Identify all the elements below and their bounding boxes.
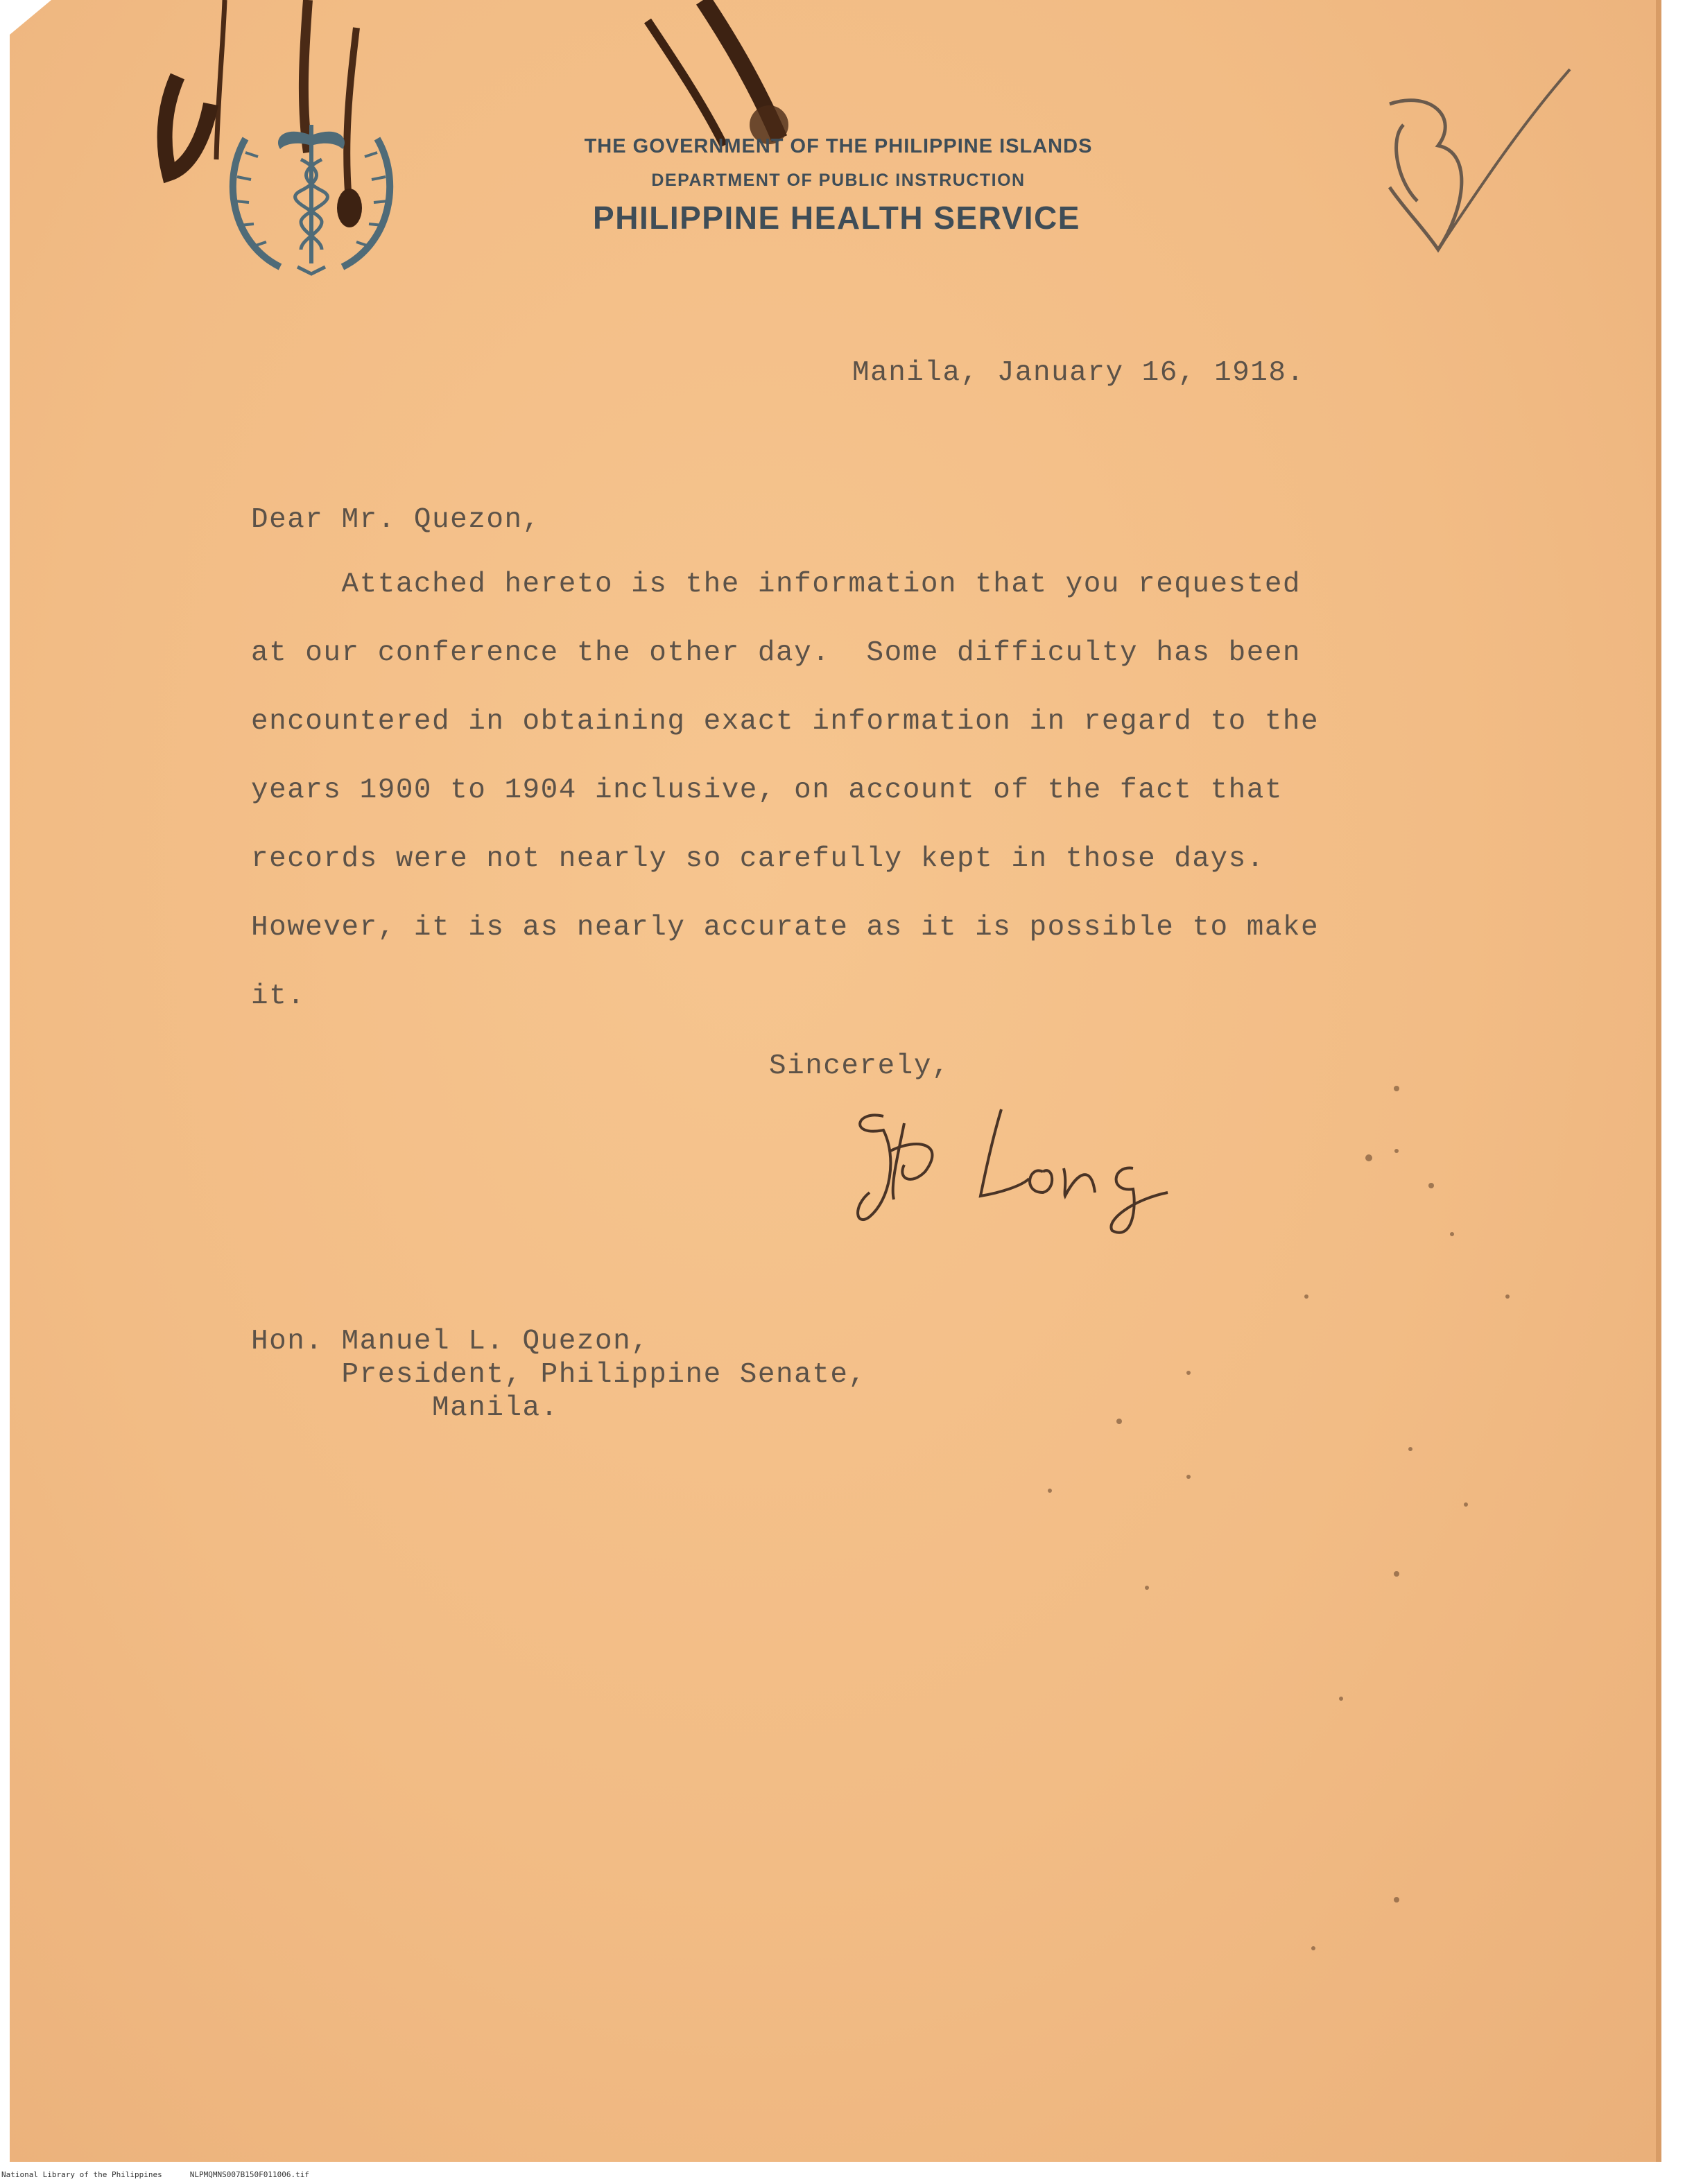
body-line: Attached hereto is the information that you requested <box>251 569 1302 600</box>
body-line: However, it is as nearly accurate as it is possible to make <box>251 912 1320 944</box>
salutation: Dear Mr. Quezon, <box>251 504 541 536</box>
footer-file: NLPMQMNS007B150F011006.tif <box>189 2170 309 2179</box>
address-line: President, Philippine Senate, <box>251 1359 867 1391</box>
letterhead-department: DEPARTMENT OF PUBLIC INSTRUCTION <box>651 171 1026 190</box>
address-line: Hon. Manuel L. Quezon, <box>251 1326 650 1358</box>
body-line: it. <box>251 980 306 1012</box>
scan-footer <box>1 2170 337 2179</box>
torn-corner <box>10 0 51 42</box>
footer-library: National Library of the Philippines <box>1 2170 162 2179</box>
letterhead-government: THE GOVERNMENT OF THE PHILIPPINE ISLANDS <box>584 135 1093 157</box>
letterhead <box>426 135 1258 236</box>
body-line: at our conference the other day. Some difficulty has been <box>251 637 1302 669</box>
paper-specks <box>980 1005 1605 1976</box>
letterhead-service: PHILIPPINE HEALTH SERVICE <box>593 200 1080 236</box>
body-line: records were not nearly so carefully kept in those days. <box>251 843 1265 875</box>
body-line: encountered in obtaining exact information in regard to the <box>251 706 1320 738</box>
sheet-edge <box>1656 0 1661 2162</box>
closing: Sincerely, <box>769 1050 951 1082</box>
body-line: years 1900 to 1904 inclusive, on account of the fact that <box>251 774 1283 806</box>
letter-sheet <box>10 0 1661 2162</box>
pencil-mark-top-right <box>1362 62 1591 270</box>
address-line: Manila. <box>251 1392 559 1424</box>
letter-date: Manila, January 16, 1918. <box>852 357 1305 389</box>
caduceus-wreath-icon <box>218 111 405 284</box>
